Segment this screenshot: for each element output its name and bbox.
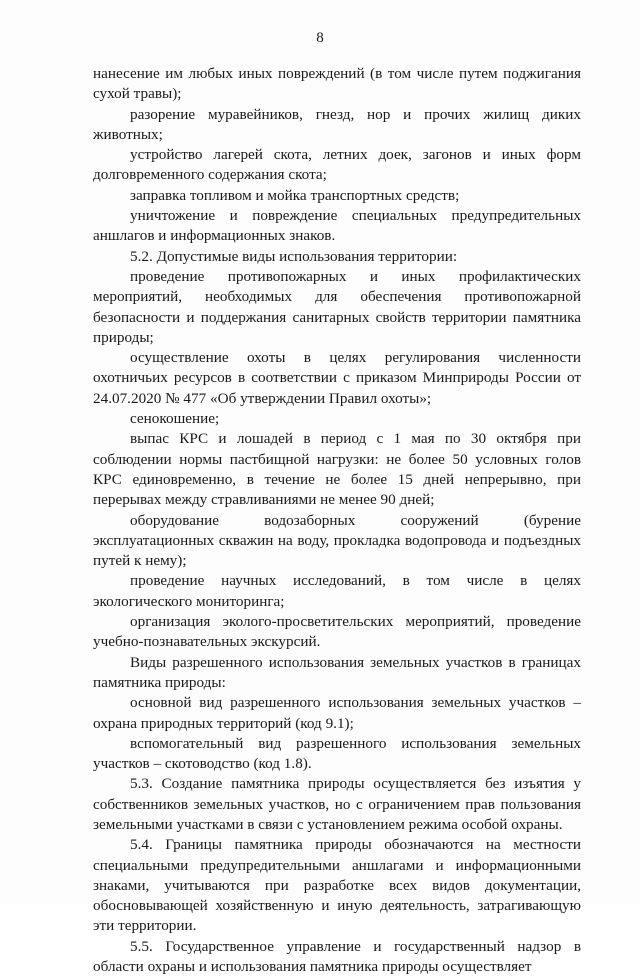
- paragraph-haymaking: сенокошение;: [130, 410, 220, 428]
- paragraph-livestock-camps: устройство лагерей скота, летних доек, загонов и иных форм долговременного содержания скота;: [93, 146, 581, 184]
- paragraph-education: организация эколого-просветительских мероприятий, проведение учебно-познавательных экскурсий.: [93, 613, 581, 651]
- paragraph-grazing: выпас КРС и лошадей в период с 1 мая по 30 октября при соблюдении нормы пастбищной нагрузки: не более 50 условных голов КРС единовременно, в течение не более 15 дней непрерывно, при перерывах между стравливаниями не менее 90 дней;: [93, 430, 581, 509]
- paragraph-sign-damage: уничтожение и повреждение специальных предупредительных аншлагов и информационных знаков.: [93, 207, 581, 245]
- document-body: [93, 64, 581, 977]
- section-5-4: 5.4. Границы памятника природы обозначаются на местности специальными предупредительными аншлагами и информационными знаками, учитываются при разработке всех видов документации, обосновывающей хозяйственную и иную деятельность, затрагивающую эти территории.: [93, 836, 581, 935]
- section-5-2-heading: 5.2. Допустимые виды использования территории:: [130, 247, 458, 265]
- paragraph-anthill-destruction: разорение муравейников, гнезд, нор и прочих жилищ диких животных;: [93, 105, 581, 143]
- paragraph-vehicle-refueling: заправка топливом и мойка транспортных средств;: [130, 186, 460, 204]
- paragraph-main-land-use: основной вид разрешенного использования земельных участков – охрана природных территорий (код 9.1);: [93, 694, 581, 732]
- paragraph-fire-prevention: проведение противопожарных и иных профилактических мероприятий, необходимых для обеспечения противопожарной безопасности и поддержания санитарных свойств территории памятника природы;: [93, 267, 581, 346]
- section-5-3: 5.3. Создание памятника природы осуществляется без изъятия у собственников земельных участков, но с ограничением прав пользования земельными участками в связи с установлением режима особой охраны.: [93, 775, 581, 833]
- paragraph-auxiliary-land-use: вспомогательный вид разрешенного использования земельных участков – скотоводство (код 1.8).: [93, 734, 581, 773]
- page-number: 8: [316, 30, 324, 46]
- section-5-5: 5.5. Государственное управление и государственный надзор в области охраны и использования памятника природы осуществляет: [93, 937, 581, 976]
- paragraph-research: проведение научных исследований, в том числе в целях экологического мониторинга;: [93, 572, 581, 610]
- paragraph-damage-continuation: нанесение им любых иных повреждений (в том числе путем поджигания сухой травы);: [93, 65, 581, 103]
- paragraph-hunting: осуществление охоты в целях регулирования численности охотничьих ресурсов в соответствии с приказом Минприроды России от 24.07.2020 № 477 «Об утверждении Правил охоты»;: [93, 349, 581, 407]
- paragraph-land-use-types: Виды разрешенного использования земельных участков в границах памятника природы:: [93, 653, 581, 691]
- paragraph-water-intake: оборудование водозаборных сооружений (бурение эксплуатационных скважин на воду, прокладка водопровода и подъездных путей к нему);: [93, 511, 581, 570]
